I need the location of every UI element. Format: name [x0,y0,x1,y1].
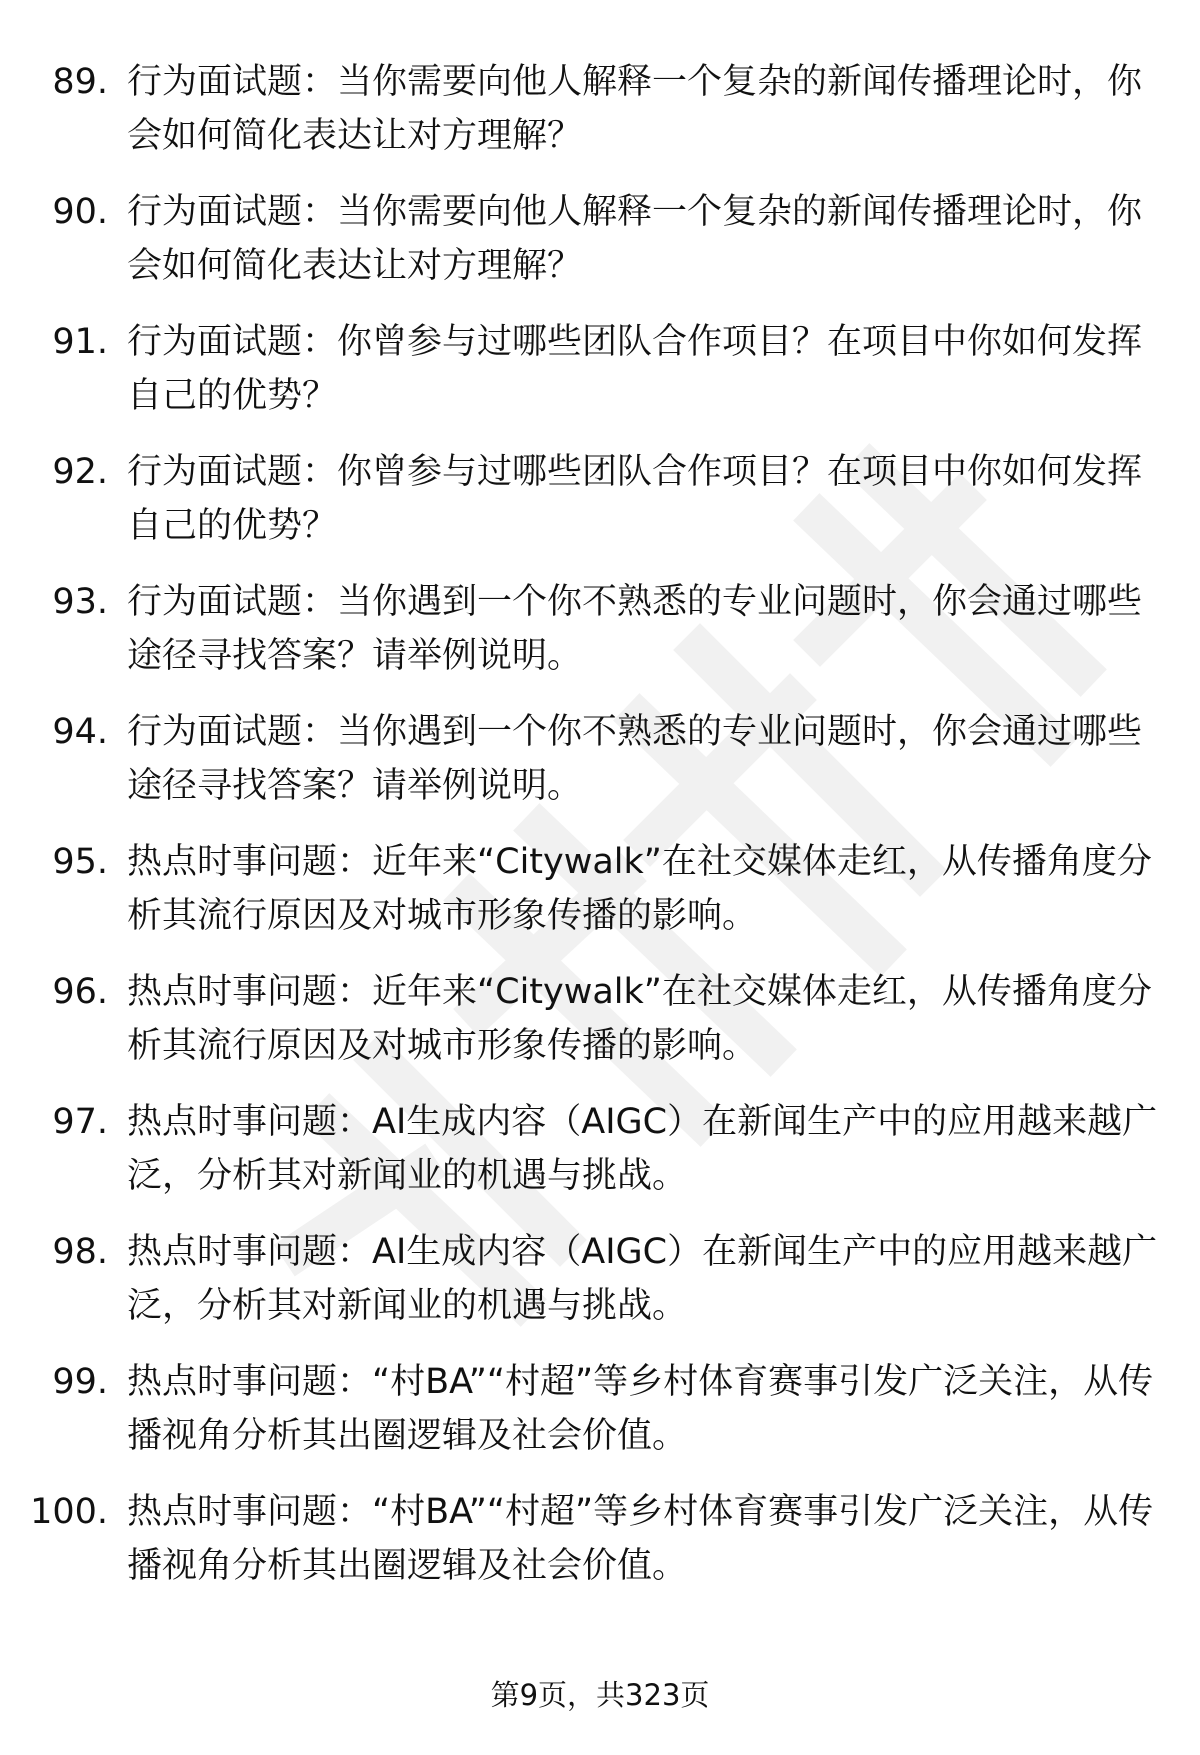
question-text: 行为面试题：你曾参与过哪些团队合作项目？在项目中你如何发挥自己的优势？ [127,322,1143,416]
question-number: 95. [52,842,108,882]
question-text: 行为面试题：当你遇到一个你不熟悉的专业问题时，你会通过哪些途径寻找答案？请举例说明。 [127,582,1143,676]
question-text: 热点时事问题：AI生成内容（AIGC）在新闻生产中的应用越来越广泛，分析其对新闻业的机遇与挑战。 [127,1232,1158,1326]
question-number: 97. [52,1102,108,1142]
question-text: 热点时事问题：近年来“Citywalk”在社交媒体走红，从传播角度分析其流行原因及对城市形象传播的影响。 [127,972,1152,1066]
question-item [0,1485,1200,1615]
question-item [0,575,1200,705]
question-text: 热点时事问题：“村BA”“村超”等乡村体育赛事引发广泛关注，从传播视角分析其出圈逻辑及社会价值。 [127,1362,1154,1456]
question-number: 93. [52,582,108,622]
question-number: 96. [52,972,108,1012]
question-number: 89. [52,62,108,102]
question-number: 98. [52,1232,108,1272]
question-item [0,315,1200,445]
question-item [0,705,1200,835]
question-item [0,965,1200,1095]
question-item [0,185,1200,315]
question-number: 92. [52,452,108,492]
question-number: 99. [52,1362,108,1402]
question-item [0,1095,1200,1225]
question-item [0,55,1200,185]
question-text: 热点时事问题：AI生成内容（AIGC）在新闻生产中的应用越来越广泛，分析其对新闻业的机遇与挑战。 [127,1102,1158,1196]
question-number: 100. [30,1492,108,1532]
question-text: 行为面试题：当你需要向他人解释一个复杂的新闻传播理论时，你会如何简化表达让对方理解？ [127,192,1143,286]
question-item [0,445,1200,575]
question-item [0,1225,1200,1355]
question-item [0,1355,1200,1485]
question-text: 行为面试题：当你遇到一个你不熟悉的专业问题时，你会通过哪些途径寻找答案？请举例说明。 [127,712,1143,806]
question-item [0,835,1200,965]
page-number-footer: 第9页，共323页 [490,1678,710,1712]
question-text: 热点时事问题：“村BA”“村超”等乡村体育赛事引发广泛关注，从传播视角分析其出圈逻辑及社会价值。 [127,1492,1154,1586]
question-number: 94. [52,712,108,752]
question-text: 行为面试题：你曾参与过哪些团队合作项目？在项目中你如何发挥自己的优势？ [127,452,1143,546]
question-text: 行为面试题：当你需要向他人解释一个复杂的新闻传播理论时，你会如何简化表达让对方理解？ [127,62,1143,156]
question-list [0,55,1200,1615]
question-text: 热点时事问题：近年来“Citywalk”在社交媒体走红，从传播角度分析其流行原因及对城市形象传播的影响。 [127,842,1152,936]
question-number: 91. [52,322,108,362]
question-number: 90. [52,192,108,232]
